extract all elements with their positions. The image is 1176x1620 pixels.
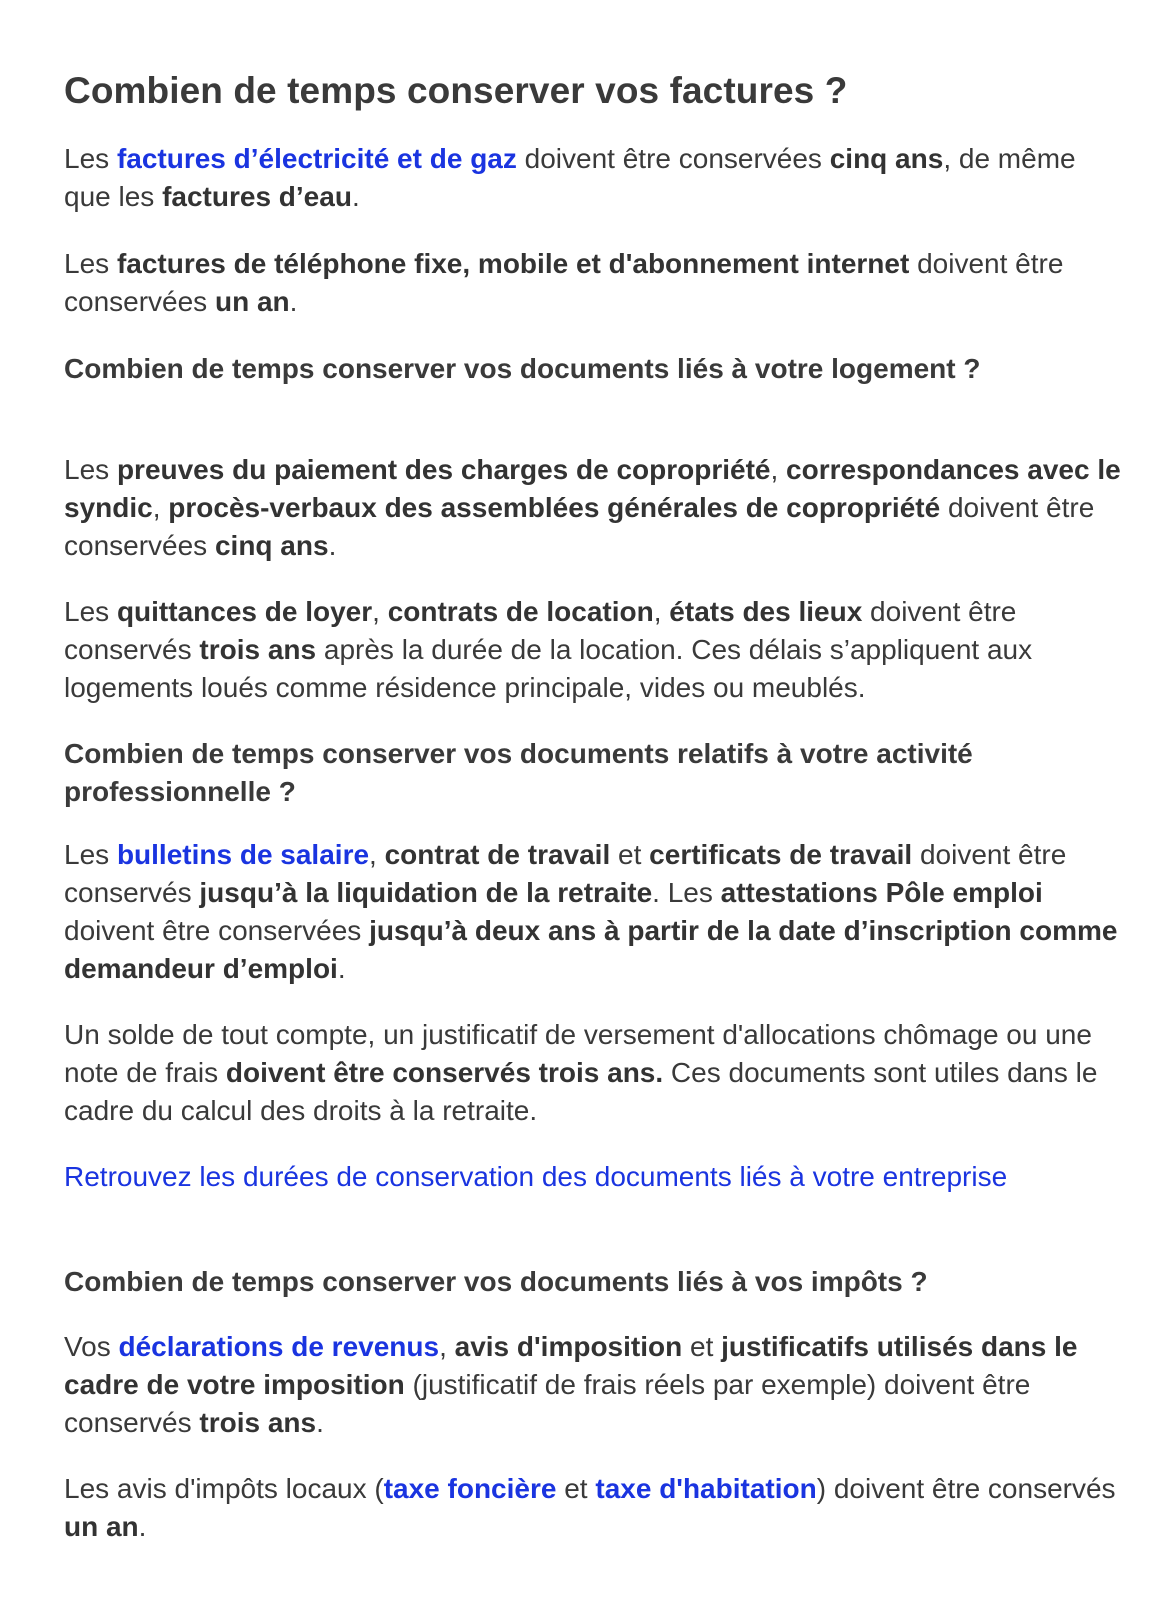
text: , xyxy=(152,492,169,523)
emphasis-document: attestations Pôle emploi xyxy=(720,877,1043,908)
text: Les xyxy=(64,596,117,627)
emphasis-document: contrats de location xyxy=(387,596,654,627)
paragraph-salaire xyxy=(64,836,1124,988)
paragraph-declarations xyxy=(64,1328,1124,1442)
section-heading-activite-pro: Combien de temps conserver vos documents relatifs à votre activité professionnelle ? xyxy=(64,738,973,807)
text: Un solde de tout compte, un justificatif de versement d'allocations chômage ou une note de frais xyxy=(64,1019,1092,1088)
emphasis-duration: cinq ans xyxy=(214,530,329,561)
emphasis-duration: doivent être conservés trois ans. xyxy=(225,1057,664,1088)
text: et xyxy=(682,1331,722,1362)
text: . xyxy=(316,1407,324,1438)
text: et xyxy=(610,839,650,870)
emphasis-duration: jusqu’à deux ans à partir de la date d’inscription comme demandeur d’emploi xyxy=(64,915,1118,984)
link-durees-entreprise[interactable]: Retrouvez les durées de conservation des documents liés à votre entreprise xyxy=(64,1161,1008,1192)
emphasis-duration: un an xyxy=(214,286,290,317)
text: Les avis d'impôts locaux ( xyxy=(64,1473,384,1504)
text: doivent être conservés xyxy=(64,596,1017,665)
text: . xyxy=(328,530,337,561)
emphasis-duration: cinq ans xyxy=(829,143,944,174)
paragraph-factures-energie xyxy=(64,140,1124,216)
emphasis-document: procès-verbaux des assemblées générales de copropriété xyxy=(168,492,941,523)
emphasis-duration: trois ans xyxy=(199,1407,317,1438)
link-declarations-revenus[interactable]: déclarations de revenus xyxy=(118,1331,440,1362)
text: Les xyxy=(64,454,117,485)
emphasis-duration: un an xyxy=(64,1511,139,1542)
paragraph-solde-tout-compte xyxy=(64,1016,1124,1130)
link-taxe-habitation[interactable]: taxe d'habitation xyxy=(595,1473,817,1504)
paragraph-link-entreprise xyxy=(64,1158,1064,1196)
link-bulletins-salaire[interactable]: bulletins de salaire xyxy=(116,839,370,870)
text: doivent être conservées xyxy=(516,143,830,174)
text: doivent être conservées xyxy=(64,492,1095,561)
emphasis-document: correspondances avec le syndic xyxy=(64,454,1121,523)
text: . Les xyxy=(652,877,721,908)
text: ) doivent être conservés xyxy=(816,1473,1116,1504)
text: Les xyxy=(64,143,117,174)
emphasis-document: preuves du paiement des charges de copropriété xyxy=(116,454,771,485)
text: Les xyxy=(64,248,117,279)
text: , xyxy=(372,596,388,627)
text: Ces documents sont utiles dans le cadre du calcul des droits à la retraite. xyxy=(64,1057,1098,1126)
emphasis-duration: jusqu’à la liquidation de la retraite xyxy=(199,877,653,908)
text: , xyxy=(770,454,787,485)
emphasis-document: factures de téléphone fixe, mobile et d'abonnement internet xyxy=(116,248,910,279)
section-heading-impots: Combien de temps conserver vos documents liés à vos impôts ? xyxy=(64,1266,928,1297)
emphasis-document: certificats de travail xyxy=(649,839,913,870)
text: (justificatif de frais réels par exemple) doivent être conservés xyxy=(64,1369,1031,1438)
text: après la durée de la location. Ces délais s’appliquent aux logements loués comme résidence principale, vides ou meublés. xyxy=(64,634,1033,703)
section-heading-logement: Combien de temps conserver vos documents liés à votre logement ? xyxy=(64,353,981,384)
emphasis-document: avis d'imposition xyxy=(454,1331,683,1362)
link-taxe-fonciere[interactable]: taxe foncière xyxy=(383,1473,557,1504)
paragraph-factures-telephone xyxy=(64,245,1124,321)
link-factures-electricite-gaz[interactable]: factures d’électricité et de gaz xyxy=(116,143,517,174)
text: doivent être conservés xyxy=(64,839,1067,908)
paragraph-location xyxy=(64,593,1124,707)
emphasis-document: justificatifs utilisés dans le cadre de votre imposition xyxy=(64,1331,1078,1400)
emphasis-document: états des lieux xyxy=(669,596,863,627)
text: . xyxy=(138,1511,147,1542)
text: Les xyxy=(64,839,117,870)
emphasis-document: factures d’eau xyxy=(162,181,352,212)
text: doivent être conservées xyxy=(64,915,370,946)
paragraph-copropriete xyxy=(64,451,1124,565)
text: , xyxy=(653,596,670,627)
text: . xyxy=(289,286,298,317)
emphasis-duration: trois ans xyxy=(199,634,317,665)
text: doivent être conservées xyxy=(64,248,1064,317)
text: . xyxy=(337,953,346,984)
emphasis-document: contrat de travail xyxy=(384,839,611,870)
text: , xyxy=(369,839,385,870)
text: , xyxy=(439,1331,455,1362)
text: . xyxy=(351,181,360,212)
emphasis-document: quittances de loyer xyxy=(116,596,373,627)
text: et xyxy=(556,1473,596,1504)
page-title: Combien de temps conserver vos factures ? xyxy=(64,70,848,111)
text: Vos xyxy=(64,1331,119,1362)
text: , de même que les xyxy=(64,143,1076,212)
paragraph-impots-locaux xyxy=(64,1470,1124,1546)
